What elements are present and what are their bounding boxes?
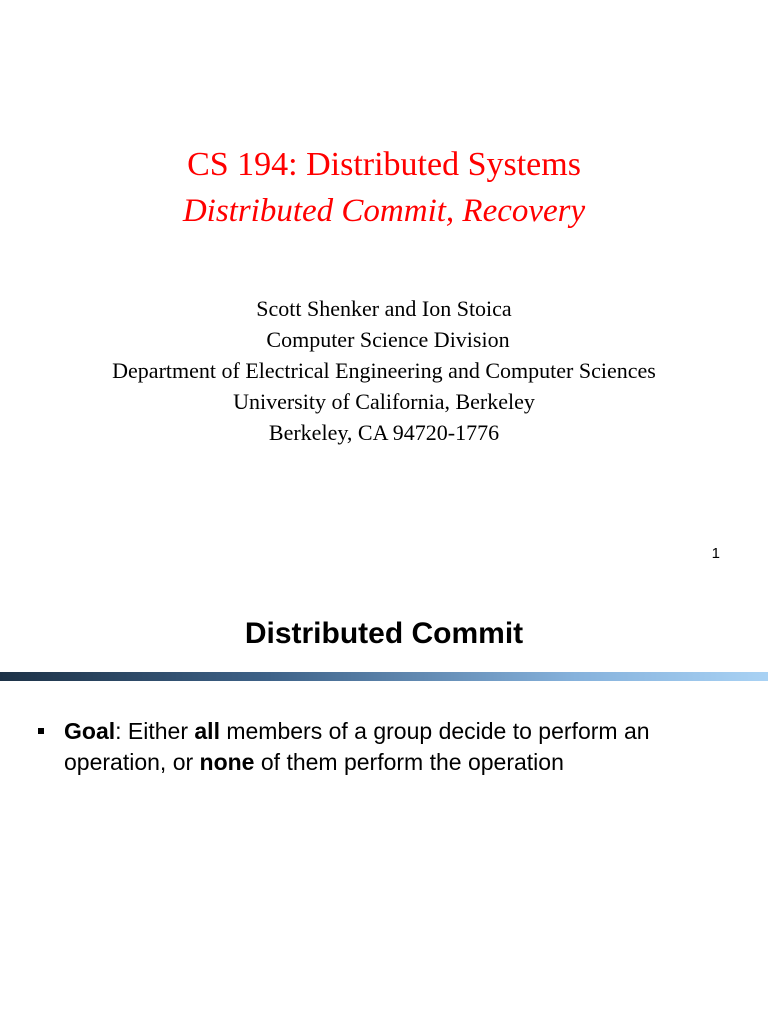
author-block <box>0 293 768 448</box>
bullet-emphasis: all <box>194 718 220 744</box>
author-line: Department of Electrical Engineering and Computer Sciences <box>112 358 656 383</box>
slide-title-heading: CS 194: Distributed Systems <box>187 146 581 183</box>
author-line: Scott Shenker and Ion Stoica <box>256 296 512 321</box>
slide-subtitle: Distributed Commit, Recovery <box>182 193 586 229</box>
author-line: Berkeley, CA 94720-1776 <box>268 420 500 445</box>
square-bullet-icon <box>38 728 44 734</box>
bullet-colon: : <box>115 718 122 744</box>
gradient-divider <box>0 672 768 681</box>
slide-heading: Distributed Commit <box>244 617 524 650</box>
author-line: Computer Science Division <box>266 327 510 352</box>
author-line: University of California, Berkeley <box>233 389 535 414</box>
bullet-label: Goal <box>64 718 116 744</box>
bullet-segment: of them perform the operation <box>254 749 564 775</box>
bullet-segment: members of a group decide to perform an operation, or <box>64 718 650 775</box>
bullet-emphasis: none <box>199 749 255 775</box>
bullet-item <box>38 716 738 778</box>
bullet-text <box>64 716 738 778</box>
page-number: 1 <box>711 545 720 562</box>
slide-distributed-commit <box>0 576 768 1024</box>
bullet-segment: Either <box>121 718 195 744</box>
